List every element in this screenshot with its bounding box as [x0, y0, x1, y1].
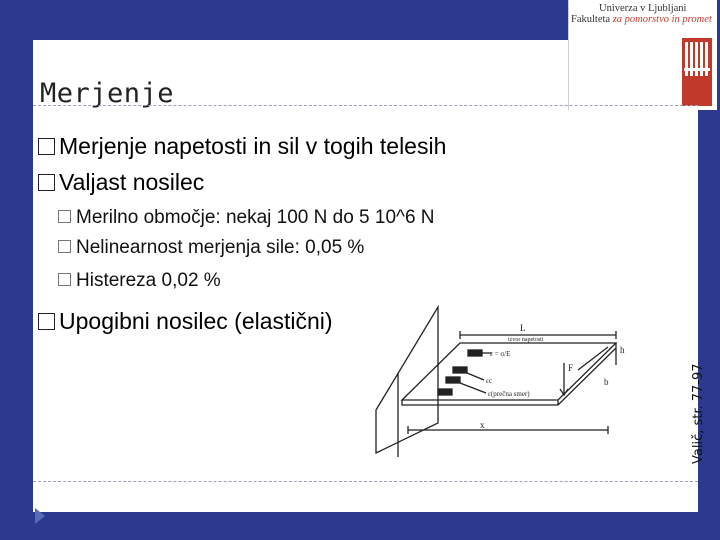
- bullet-box-icon: [38, 174, 55, 191]
- university-logo: [568, 0, 717, 110]
- bullet-2-text: Valjast nosilec: [59, 169, 205, 195]
- sub-bullet-1: [58, 207, 435, 229]
- label-force: F: [568, 363, 574, 373]
- source-reference: Valič, str. 77-97: [691, 363, 706, 464]
- footer-divider: [33, 481, 698, 482]
- sub-bullet-box-icon: [58, 210, 71, 223]
- label-width: b: [604, 377, 609, 387]
- label-gauge-note-3: ε(prečna smer): [488, 390, 530, 398]
- slide-title: Merjenje: [40, 78, 175, 109]
- bullet-3: [38, 308, 333, 334]
- left-frame-band: [0, 40, 33, 540]
- sub-bullet-2: [58, 237, 364, 259]
- sub-bullet-3: [58, 270, 221, 292]
- label-top-note: izvor napetosti: [508, 337, 544, 343]
- university-emblem-icon: [682, 38, 712, 106]
- logo-faculty-prefix: Fakulteta: [571, 14, 613, 25]
- label-height: h: [620, 345, 625, 355]
- bullet-1-text: Merjenje napetosti in sil v togih telesih: [59, 133, 447, 159]
- strain-gauge-2: [453, 367, 467, 373]
- next-slide-arrow-icon[interactable]: [34, 507, 46, 525]
- bullet-box-icon: [38, 138, 55, 155]
- cantilever-beam-figure: [368, 305, 636, 465]
- strain-gauge-1: [468, 350, 482, 356]
- right-frame-band: [698, 40, 720, 540]
- bullet-box-icon: [38, 313, 55, 330]
- label-length: L: [520, 323, 526, 333]
- sub-bullet-2-text: Nelinearnost merjenja sile: 0,05 %: [76, 237, 365, 258]
- bullet-1: [38, 133, 446, 159]
- logo-university-name: Univerza v Ljubljani: [599, 3, 687, 14]
- strain-gauge-3: [446, 377, 460, 383]
- label-gauge-note-1: ε = σ/E: [490, 350, 511, 358]
- strain-gauge-4: [438, 389, 452, 395]
- sub-bullet-box-icon: [58, 273, 71, 286]
- bullet-3-text: Upogibni nosilec (elastični): [59, 308, 333, 334]
- label-x: x: [480, 420, 485, 430]
- logo-faculty-suffix: za pomorstvo in promet: [612, 14, 712, 25]
- title-divider: [33, 105, 698, 106]
- bottom-frame-band: [0, 512, 720, 540]
- bullet-2: [38, 169, 204, 195]
- sub-bullet-1-text: Merilno območje: nekaj 100 N do 5 10^6 N: [76, 207, 435, 228]
- label-gauge-note-2: εc: [486, 377, 493, 385]
- wall-plate: [376, 307, 438, 453]
- sub-bullet-box-icon: [58, 240, 71, 253]
- logo-faculty-name: [571, 14, 712, 25]
- sub-bullet-3-text: Histereza 0,02 %: [76, 270, 221, 291]
